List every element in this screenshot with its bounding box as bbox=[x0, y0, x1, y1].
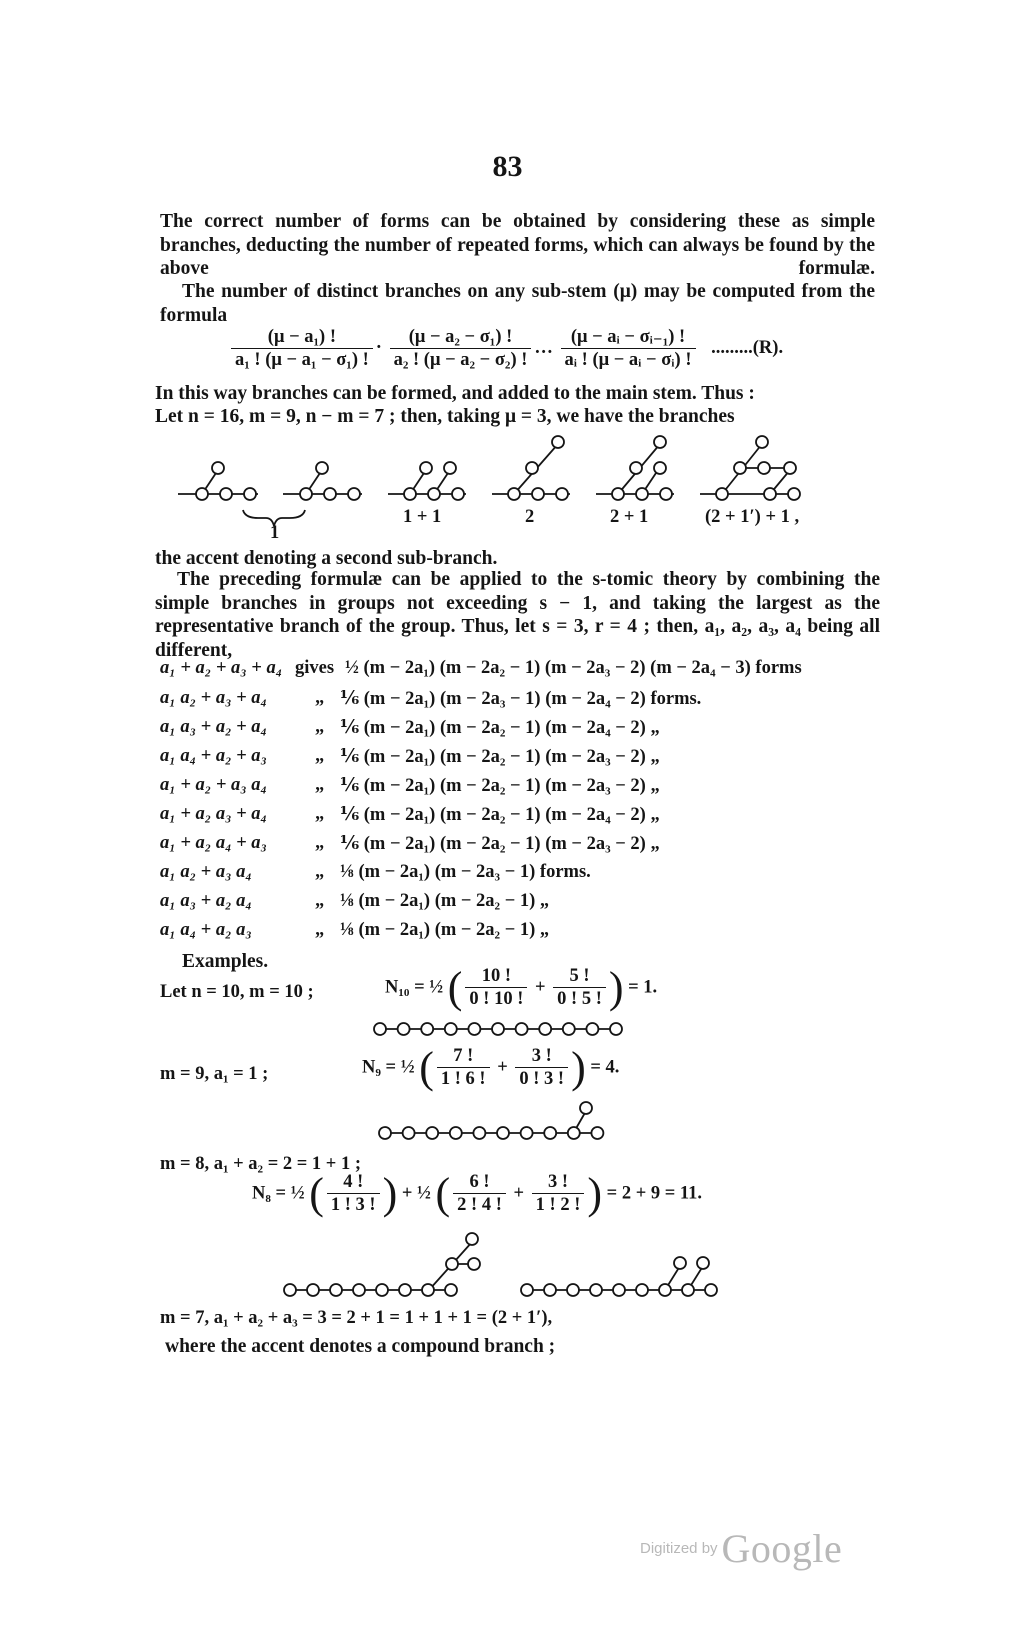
forms-row-4-ditto: „ bbox=[315, 746, 325, 766]
forms-row-1-gives: gives bbox=[295, 658, 335, 678]
plus-sign: + bbox=[497, 1057, 508, 1078]
paren-open: ( bbox=[309, 1169, 324, 1218]
chain-diagram-2 bbox=[379, 1102, 603, 1139]
fraction-numerator: 5 ! bbox=[569, 966, 590, 986]
paren-close: ) bbox=[608, 963, 624, 1012]
example-2-n: N₉ = ½ bbox=[362, 1057, 415, 1078]
forms-row-9-lhs: a₁ a₃ + a₂ a₄ bbox=[160, 891, 252, 911]
fraction-numerator: 4 ! bbox=[343, 1172, 364, 1192]
example-2-equation bbox=[362, 1043, 620, 1092]
chain-diagram-3b bbox=[521, 1257, 717, 1296]
fraction-numerator: 10 ! bbox=[481, 966, 512, 986]
plus-sign: + bbox=[534, 977, 546, 998]
fraction-denominator: a₁ ! (μ − a₁ − σ₁) ! bbox=[231, 348, 373, 371]
watermark-prefix: Digitized by bbox=[640, 1540, 718, 1557]
forms-row-7-lhs: a₁ + a₂ a₄ + a₃ bbox=[160, 833, 268, 853]
paren-close: ) bbox=[587, 1169, 603, 1218]
forms-row-10-rhs: ⅛ (m − 2a₁) (m − 2a₂ − 1) „ bbox=[340, 920, 550, 940]
fraction-numerator: (μ − a₂ − σ₁) ! bbox=[408, 326, 513, 347]
paragraph-accent-note: the accent denoting a second sub-branch. bbox=[155, 548, 498, 569]
forms-row-9-rhs: ⅛ (m − 2a₁) (m − 2a₂ − 1) „ bbox=[340, 891, 550, 911]
paren-close: ) bbox=[382, 1169, 398, 1218]
fraction-denominator: 1 ! 6 ! bbox=[437, 1067, 490, 1090]
fraction-denominator: 2 ! 4 ! bbox=[453, 1193, 506, 1216]
chain-diagram-3a bbox=[284, 1233, 480, 1296]
forms-row-8-lhs: a₁ a₂ + a₃ a₄ bbox=[160, 862, 252, 882]
fraction-denominator: 0 ! 10 ! bbox=[465, 987, 527, 1010]
formula-r-label: .........(R). bbox=[711, 337, 784, 358]
paragraph-distinct-branches: The number of distinct branches on any sub-stem (μ) may be computed from the formula bbox=[160, 281, 875, 326]
example-4-line: m = 7, a₁ + a₂ + a₃ = 3 = 2 + 1 = 1 + 1 + 1 = (2 + 1′), bbox=[160, 1308, 553, 1328]
branch-label-3: 2 bbox=[525, 507, 535, 527]
plus-sign: + bbox=[513, 1183, 525, 1204]
fraction-denominator: 0 ! 5 ! bbox=[553, 987, 606, 1010]
fraction-denominator: 1 ! 3 ! bbox=[327, 1193, 380, 1216]
paragraph-thus-line-1: In this way branches can be formed, and added to the main stem. Thus : bbox=[155, 383, 755, 404]
fraction-numerator: 3 ! bbox=[531, 1046, 552, 1066]
page-number: 83 bbox=[492, 150, 523, 183]
paren-open: ( bbox=[447, 963, 463, 1012]
example-4-note: where the accent denotes a compound branch ; bbox=[165, 1336, 556, 1357]
forms-row-4-rhs: ⅙ (m − 2a₁) (m − 2a₂ − 1) (m − 2a₃ − 2) „ bbox=[340, 747, 660, 767]
forms-row-6-lhs: a₁ + a₂ a₃ + a₄ bbox=[160, 804, 268, 824]
example-3-lhs: m = 8, a₁ + a₂ = 2 = 1 + 1 ; bbox=[160, 1154, 361, 1174]
fraction-denominator: a₂ ! (μ − a₂ − σ₂) ! bbox=[390, 348, 532, 371]
fraction-numerator: 3 ! bbox=[548, 1172, 569, 1192]
forms-row-1-rhs: ½ (m − 2a₁) (m − 2a₂ − 1) (m − 2a₃ − 2) (m − 2a₄ − 3) forms bbox=[345, 658, 802, 678]
example-2-result: = 4. bbox=[590, 1057, 620, 1078]
forms-row-5-lhs: a₁ + a₂ + a₃ a₄ bbox=[160, 775, 268, 795]
example-3-fraction-1 bbox=[327, 1172, 380, 1216]
paragraph-s-tomic: The preceding formulæ can be applied to the s-tomic theory by combining the simple branches in groups not exceeding s − 1, and taking the largest as the representative branch of the group. Thus, let s = 3, r = 4 ; then, a₁, a₂, a₃, a₄ being all different, bbox=[155, 569, 880, 661]
formula-r-ellipsis: … bbox=[534, 337, 553, 358]
forms-row-5-rhs: ⅙ (m − 2a₁) (m − 2a₂ − 1) (m − 2a₃ − 2) „ bbox=[340, 776, 660, 796]
chain-diagram-1 bbox=[374, 1023, 622, 1035]
forms-row-4-lhs: a₁ a₄ + a₂ + a₃ bbox=[160, 746, 268, 766]
fraction-denominator: 0 ! 3 ! bbox=[515, 1067, 568, 1090]
example-1-result: = 1. bbox=[628, 977, 658, 998]
forms-row-3-rhs: ⅙ (m − 2a₁) (m − 2a₂ − 1) (m − 2a₄ − 2) „ bbox=[340, 718, 660, 738]
forms-row-10-ditto: „ bbox=[315, 920, 325, 940]
forms-row-3-ditto: „ bbox=[315, 717, 325, 737]
forms-row-2-lhs: a₁ a₂ + a₃ + a₄ bbox=[160, 688, 268, 708]
example-1-n: N₁₀ = ½ bbox=[385, 977, 444, 998]
paren-open: ( bbox=[435, 1169, 451, 1218]
forms-row-8-rhs: ⅛ (m − 2a₁) (m − 2a₃ − 1) forms. bbox=[340, 862, 591, 882]
forms-row-7-ditto: „ bbox=[315, 833, 325, 853]
fraction-denominator: 1 ! 2 ! bbox=[532, 1193, 585, 1216]
branch-label-1: 1 bbox=[270, 523, 280, 543]
digitized-by-google-watermark bbox=[640, 1525, 842, 1572]
branch-label-2: 1 + 1 bbox=[403, 507, 442, 527]
example-2-fraction-2 bbox=[515, 1046, 568, 1090]
example-3-fraction-2 bbox=[453, 1172, 506, 1216]
paren-close: ) bbox=[571, 1043, 586, 1092]
paren-open: ( bbox=[419, 1043, 434, 1092]
paragraph-correct-number: The correct number of forms can be obtained by considering these as simple branches, deducting the number of repeated forms, which can always be found by the above formulæ. bbox=[160, 211, 875, 279]
branch-label-5: (2 + 1′) + 1 , bbox=[705, 507, 800, 527]
forms-row-1-lhs: a₁ + a₂ + a₃ + a₄ bbox=[160, 658, 283, 678]
forms-row-2-ditto: „ bbox=[315, 688, 325, 708]
example-2-lhs: m = 9, a₁ = 1 ; bbox=[160, 1064, 269, 1084]
plus-half: + ½ bbox=[401, 1183, 431, 1204]
branch-label-4: 2 + 1 bbox=[610, 507, 649, 527]
example-3-fraction-3 bbox=[532, 1172, 585, 1216]
forms-row-7-rhs: ⅙ (m − 2a₁) (m − 2a₂ − 1) (m − 2a₃ − 2) „ bbox=[340, 834, 660, 854]
forms-row-2-rhs: ⅙ (m − 2a₁) (m − 2a₃ − 1) (m − 2a₄ − 2) forms. bbox=[340, 689, 702, 709]
example-2-fraction-1 bbox=[437, 1046, 490, 1090]
forms-row-10-lhs: a₁ a₄ + a₂ a₃ bbox=[160, 920, 252, 940]
forms-row-9-ditto: „ bbox=[315, 891, 325, 911]
forms-row-5-ditto: „ bbox=[315, 775, 325, 795]
fraction-numerator: 6 ! bbox=[469, 1172, 490, 1192]
forms-row-6-ditto: „ bbox=[315, 804, 325, 824]
forms-row-8-ditto: „ bbox=[315, 862, 325, 882]
fraction-numerator: 7 ! bbox=[453, 1046, 474, 1066]
paragraph-thus-line-2: Let n = 16, m = 9, n − m = 7 ; then, taking μ = 3, we have the branches bbox=[155, 406, 735, 427]
google-logo: Google bbox=[721, 1526, 843, 1571]
example-3-result: = 2 + 9 = 11. bbox=[606, 1183, 703, 1204]
formula-r-dot: · bbox=[375, 337, 382, 358]
example-3-n: N₈ = ½ bbox=[252, 1183, 305, 1204]
forms-row-3-lhs: a₁ a₃ + a₂ + a₄ bbox=[160, 717, 268, 737]
fraction-denominator: aᵢ ! (μ − aᵢ − σᵢ) ! bbox=[561, 348, 696, 371]
examples-heading: Examples. bbox=[182, 951, 269, 972]
example-1-lhs: Let n = 10, m = 10 ; bbox=[160, 982, 314, 1002]
fraction-numerator: (μ − a₁) ! bbox=[267, 326, 336, 347]
fraction-numerator: (μ − aᵢ − σᵢ₋₁) ! bbox=[570, 327, 686, 347]
forms-row-6-rhs: ⅙ (m − 2a₁) (m − 2a₂ − 1) (m − 2a₄ − 2) „ bbox=[340, 805, 660, 825]
example-3-equation bbox=[252, 1169, 703, 1218]
